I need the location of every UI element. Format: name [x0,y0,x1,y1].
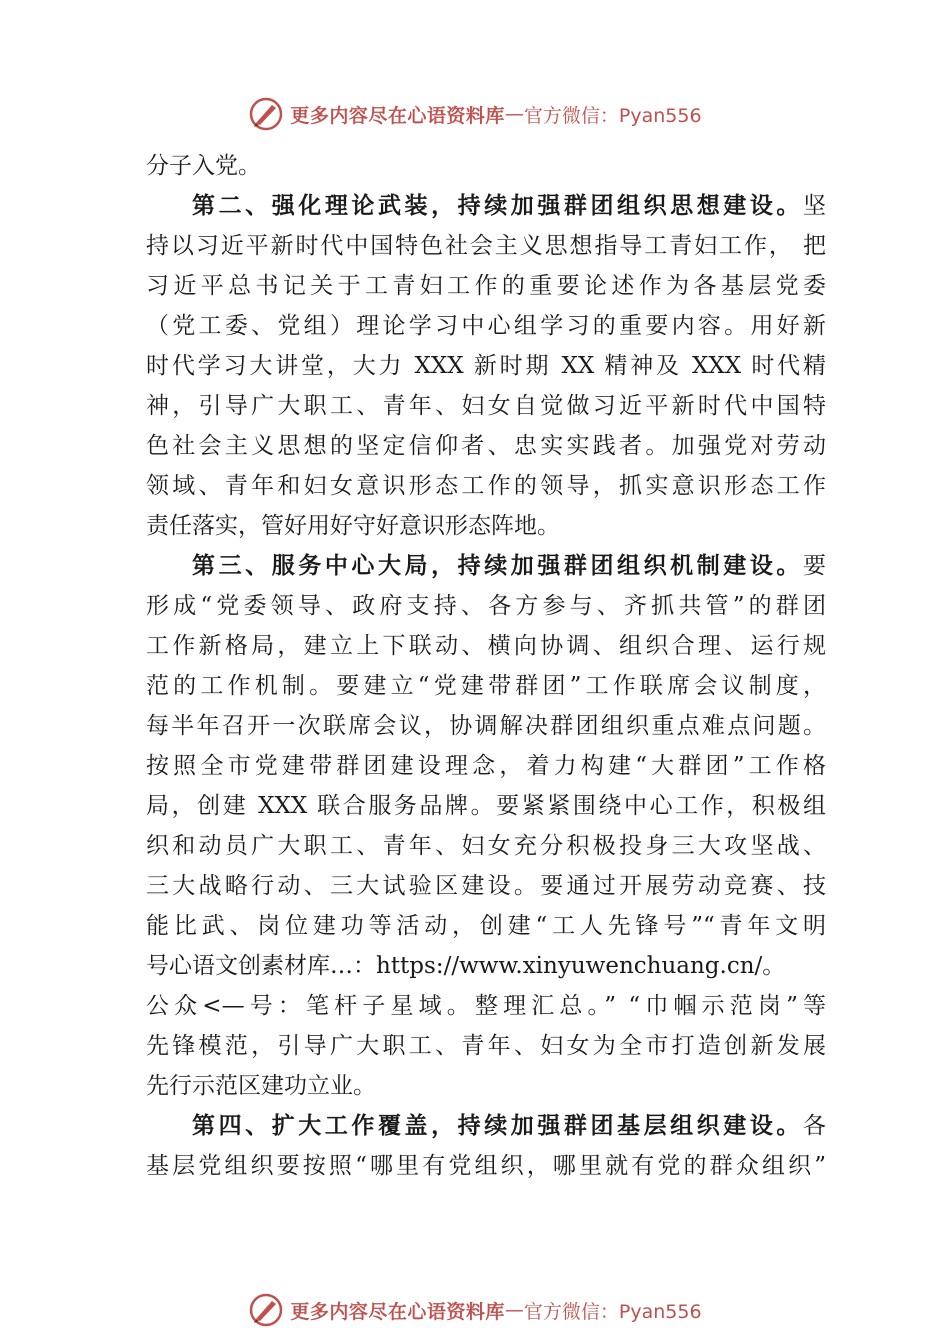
document-body [146,146,826,1186]
text-line: 按照全市党建带群团建设理念，着力构建“大群团”工作格 [146,753,826,779]
text-fragment: 要 [803,553,826,579]
text-line: 基层党组织要按照“哪里有党组织，哪里就有党的群众组织” [146,1153,826,1179]
text-line: 先锋模范，引导广大职工、青年、妇女为全市打造创新发展 [146,1033,826,1059]
text-line: 神，引导广大职工、青年、妇女自觉做习近平新时代中国特 [146,393,826,419]
text-line: 时代学习大讲堂，大力 XXX 新时期 XX 精神及 XXX 时代精 [146,353,826,379]
text-line: 分子入党。 [146,153,261,179]
text-line: 三大战略行动、三大试验区建设。要通过开展劳动竞赛、技 [146,873,826,899]
text-line: 习近平总书记关于工青妇工作的重要论述作为各基层党委 [146,273,826,299]
section-heading: 第二、强化理论武装，持续加强群团组织思想建设。 [192,192,803,219]
header-wechat: 官方微信：Pyan556 [523,104,702,127]
text-line: 先行示范区建功立业。 [146,1073,376,1099]
pen-logo-icon [248,1292,284,1328]
text-line: 范的工作机制。要建立“党建带群团”工作联席会议制度， [146,673,826,699]
pen-logo-icon [248,96,284,132]
text-line: 持以习近平新时代中国特色社会主义思想指导工青妇工作， 把 [146,233,826,259]
text-line: 形成“党委领导、政府支持、各方参与、齐抓共管”的群团 [146,593,826,619]
text-fragment: 各 [803,1113,826,1139]
text-line: 公众<—号：笔杆子星域。整理汇总。” “巾帼示范岗”等 [146,993,826,1019]
footer-banner [0,1290,950,1330]
paragraph-heading-line [146,186,826,226]
text-line: 织和动员广大职工、青年、妇女充分积极投身三大攻坚战、 [146,833,826,859]
section-heading: 第四、扩大工作覆盖，持续加强群团基层组织建设。 [192,1112,803,1139]
text-fragment: 坚 [803,193,826,219]
header-banner [0,94,950,134]
text-line: （党工委、党组）理论学习中心组学习的重要内容。用好新 [146,313,826,339]
paragraph-heading-line [146,1106,826,1146]
text-line: 领域、青年和妇女意识形态工作的领导，抓实意识形态工作 [146,473,826,499]
header-separator: — [504,103,524,125]
header-text: 更多内容尽在心语资料库 [290,104,505,127]
text-line: 号心语文创素材库…：https://www.xinyuwenchuang.cn/。 [146,953,786,979]
paragraph-heading-line [146,546,826,586]
footer-separator: — [504,1299,524,1321]
footer-text: 更多内容尽在心语资料库 [290,1300,505,1323]
text-line: 工作新格局，建立上下联动、横向协调、组织合理、运行规 [146,633,826,659]
section-heading: 第三、服务中心大局，持续加强群团组织机制建设。 [192,552,803,579]
text-line: 局，创建 XXX 联合服务品牌。要紧紧围绕中心工作，积极组 [146,793,826,819]
text-line: 色社会主义思想的坚定信仰者、忠实实践者。加强党对劳动 [146,433,826,459]
text-line: 责任落实，管好用好守好意识形态阵地。 [146,513,560,539]
text-line: 能比武、岗位建功等活动，创建“工人先锋号”“青年文明 [146,913,826,939]
footer-wechat: 官方微信：Pyan556 [523,1300,702,1323]
text-line: 每半年召开一次联席会议，协调解决群团组织重点难点问题。 [146,713,826,739]
